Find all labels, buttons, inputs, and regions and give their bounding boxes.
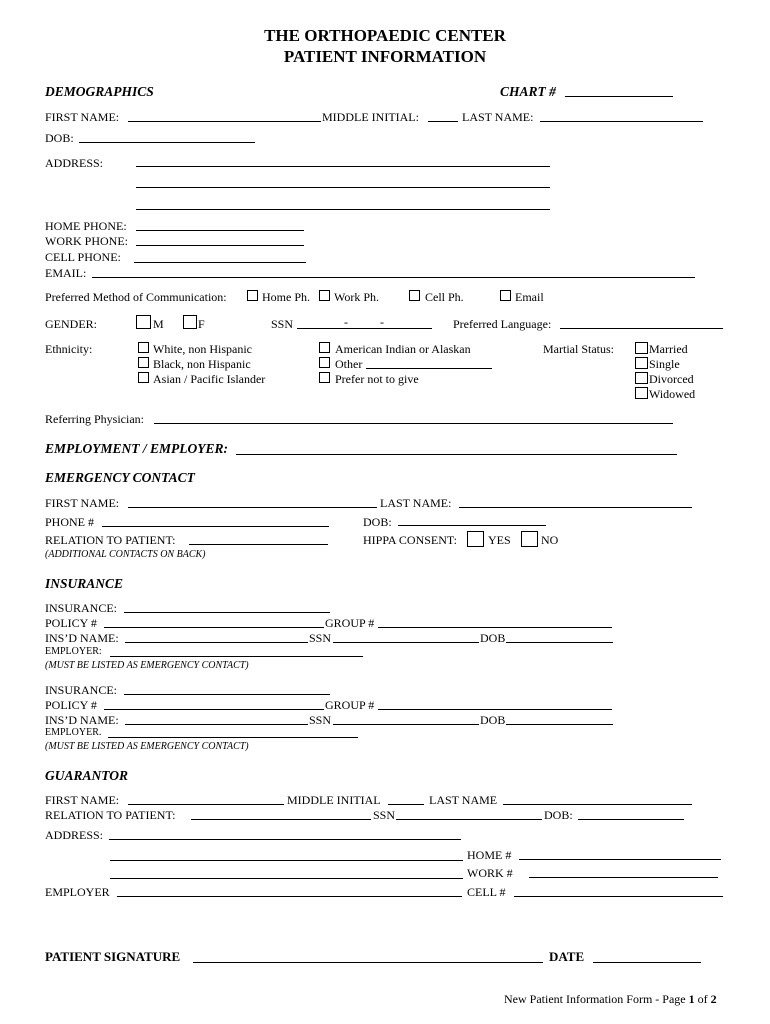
eth-other-field[interactable]: [366, 368, 492, 369]
work-phone-field[interactable]: [136, 245, 304, 246]
eth-white-checkbox[interactable]: [138, 342, 149, 353]
email-field[interactable]: [92, 277, 695, 278]
g-address-field-3[interactable]: [110, 878, 463, 879]
insurance-heading: INSURANCE: [45, 576, 124, 591]
middle-initial-field[interactable]: [428, 121, 458, 122]
dob-label: DOB:: [45, 131, 74, 145]
work-ph-label: Work Ph.: [334, 290, 380, 304]
employment-heading: EMPLOYMENT / EMPLOYER:: [45, 441, 229, 456]
ins2-dob-field[interactable]: [506, 724, 613, 725]
address-field-1[interactable]: [136, 166, 550, 167]
g-relation-label: RELATION TO PATIENT:: [45, 808, 176, 822]
ins2-insurance-field[interactable]: [124, 694, 330, 695]
g-middle-initial-field[interactable]: [388, 804, 424, 805]
eth-white-label: White, non Hispanic: [153, 342, 252, 356]
email-checkbox[interactable]: [500, 290, 511, 301]
cell-ph-checkbox[interactable]: [409, 290, 420, 301]
g-cell-field[interactable]: [514, 896, 723, 897]
ins1-insurance-field[interactable]: [124, 612, 330, 613]
ec-relation-label: RELATION TO PATIENT:: [45, 533, 176, 547]
g-work-field[interactable]: [529, 877, 718, 878]
single-label: Single: [649, 357, 680, 371]
dob-field[interactable]: [79, 142, 255, 143]
email-label: EMAIL:: [45, 266, 87, 280]
g-last-name-label: LAST NAME: [429, 793, 498, 807]
last-name-label: LAST NAME:: [462, 110, 534, 124]
form-title: THE ORTHOPAEDIC CENTER: [264, 26, 506, 45]
single-checkbox[interactable]: [635, 357, 648, 369]
ec-last-name-field[interactable]: [459, 507, 692, 508]
ins2-group-label: GROUP #: [325, 698, 375, 712]
ins1-dob-label: DOB: [480, 631, 506, 645]
g-dob-label: DOB:: [544, 808, 573, 822]
referring-label: Referring Physician:: [45, 412, 144, 426]
demographics-heading: DEMOGRAPHICS: [45, 84, 154, 99]
home-ph-label: Home Ph.: [262, 290, 310, 304]
eth-amind-checkbox[interactable]: [319, 342, 330, 353]
ins1-employer-field[interactable]: [110, 656, 363, 657]
ssn-dash-1: -: [344, 315, 348, 329]
ins2-insd-name-field[interactable]: [125, 724, 308, 725]
g-cell-label: CELL #: [467, 885, 506, 899]
gender-f-label: F: [198, 317, 205, 331]
g-ssn-field[interactable]: [396, 819, 542, 820]
email-option-label: Email: [515, 290, 544, 304]
employment-field[interactable]: [236, 454, 677, 455]
ins1-employer-label: EMPLOYER:: [45, 646, 102, 657]
g-home-label: HOME #: [467, 848, 512, 862]
marital-label: Martial Status:: [543, 342, 614, 356]
hippa-no-checkbox[interactable]: [521, 531, 538, 547]
ins2-dob-label: DOB: [480, 713, 506, 727]
ssn-label: SSN: [271, 317, 294, 331]
ec-last-name-label: LAST NAME:: [380, 496, 452, 510]
ins2-ssn-label: SSN: [309, 713, 332, 727]
last-name-field[interactable]: [540, 121, 703, 122]
ins2-policy-field[interactable]: [104, 709, 324, 710]
ins2-ssn-field[interactable]: [333, 724, 479, 725]
referring-field[interactable]: [154, 423, 673, 424]
ins2-insurance-label: INSURANCE:: [45, 683, 118, 697]
g-dob-field[interactable]: [578, 819, 684, 820]
married-label: Married: [649, 342, 688, 356]
pref-lang-label: Preferred Language:: [453, 317, 552, 331]
emergency-heading: EMERGENCY CONTACT: [45, 470, 195, 485]
g-last-name-field[interactable]: [503, 804, 692, 805]
ins2-group-field[interactable]: [378, 709, 612, 710]
hippa-yes-checkbox[interactable]: [467, 531, 484, 547]
patient-signature-field[interactable]: [193, 962, 543, 963]
first-name-label: FIRST NAME:: [45, 110, 120, 124]
eth-other-checkbox[interactable]: [319, 357, 330, 368]
ins1-ssn-field[interactable]: [333, 642, 479, 643]
footer-total-pages: 2: [710, 992, 717, 1006]
g-work-label: WORK #: [467, 866, 513, 880]
g-middle-initial-label: MIDDLE INITIAL: [287, 793, 381, 807]
ec-phone-label: PHONE #: [45, 515, 95, 529]
g-first-name-label: FIRST NAME:: [45, 793, 120, 807]
gender-m-checkbox[interactable]: [136, 315, 151, 329]
eth-prefer-label: Prefer not to give: [335, 372, 419, 386]
ins1-ssn-label: SSN: [309, 631, 332, 645]
eth-other-label: Other: [335, 357, 363, 371]
eth-black-checkbox[interactable]: [138, 357, 149, 368]
g-home-field[interactable]: [519, 859, 721, 860]
ec-first-name-field[interactable]: [128, 507, 377, 508]
home-ph-checkbox[interactable]: [247, 290, 258, 301]
eth-amind-label: American Indian or Alaskan: [335, 342, 471, 356]
gender-m-label: M: [153, 317, 164, 331]
ec-first-name-label: FIRST NAME:: [45, 496, 120, 510]
home-phone-field[interactable]: [136, 230, 304, 231]
ins1-policy-label: POLICY #: [45, 616, 97, 630]
ins1-dob-field[interactable]: [506, 642, 613, 643]
ins2-note: (MUST BE LISTED AS EMERGENCY CONTACT): [45, 741, 249, 752]
guarantor-heading: GUARANTOR: [45, 768, 129, 783]
pref-lang-field[interactable]: [560, 328, 723, 329]
divorced-checkbox[interactable]: [635, 372, 648, 384]
g-employer-field[interactable]: [117, 896, 462, 897]
ins1-note: (MUST BE LISTED AS EMERGENCY CONTACT): [45, 660, 249, 671]
hippa-no-label: NO: [541, 533, 559, 547]
ins1-group-field[interactable]: [378, 627, 612, 628]
middle-initial-label: MIDDLE INITIAL:: [322, 110, 419, 124]
married-checkbox[interactable]: [635, 342, 648, 354]
eth-prefer-checkbox[interactable]: [319, 372, 330, 383]
g-address-field-2[interactable]: [110, 860, 463, 861]
ec-relation-field[interactable]: [189, 544, 328, 545]
form-subtitle: PATIENT INFORMATION: [283, 47, 487, 66]
g-address-field-1[interactable]: [109, 839, 461, 840]
g-first-name-field[interactable]: [128, 804, 284, 805]
gender-f-checkbox[interactable]: [183, 315, 197, 329]
cell-phone-label: CELL PHONE:: [45, 250, 121, 264]
signature-date-field[interactable]: [593, 962, 701, 963]
footer-page-info: [504, 992, 717, 1006]
ssn-field[interactable]: [297, 328, 432, 329]
footer-page-number: 1: [688, 992, 695, 1006]
divorced-label: Divorced: [649, 372, 694, 386]
hippa-label: HIPPA CONSENT:: [363, 533, 457, 547]
ec-dob-field[interactable]: [398, 525, 546, 526]
ins1-insd-name-field[interactable]: [125, 642, 308, 643]
home-phone-label: HOME PHONE:: [45, 219, 127, 233]
footer-text: New Patient Information Form - Page: [504, 992, 686, 1006]
eth-asian-checkbox[interactable]: [138, 372, 149, 383]
widowed-label: Widowed: [649, 387, 696, 401]
ins2-policy-label: POLICY #: [45, 698, 97, 712]
ins1-insurance-label: INSURANCE:: [45, 601, 118, 615]
first-name-field[interactable]: [128, 121, 321, 122]
eth-black-label: Black, non Hispanic: [153, 357, 251, 371]
ethnicity-label: Ethnicity:: [45, 342, 93, 356]
address-label: ADDRESS:: [45, 156, 104, 170]
cell-ph-label: Cell Ph.: [425, 290, 464, 304]
address-field-2[interactable]: [136, 187, 550, 188]
ec-dob-label: DOB:: [363, 515, 392, 529]
eth-asian-label: Asian / Pacific Islander: [153, 372, 266, 386]
address-field-3[interactable]: [136, 209, 550, 210]
g-ssn-label: SSN: [373, 808, 396, 822]
chart-number-field[interactable]: [565, 96, 673, 97]
hippa-yes-label: YES: [488, 533, 511, 547]
ins1-policy-field[interactable]: [104, 627, 324, 628]
work-ph-checkbox[interactable]: [319, 290, 330, 301]
ins2-employer-field[interactable]: [108, 737, 358, 738]
g-employer-label: EMPLOYER: [45, 885, 110, 899]
work-phone-label: WORK PHONE:: [45, 234, 128, 248]
ins2-insd-name-label: INS’D NAME:: [45, 713, 119, 727]
g-address-label: ADDRESS:: [45, 828, 104, 842]
ec-note: (ADDITIONAL CONTACTS ON BACK): [45, 549, 206, 560]
ins2-employer-label: EMPLOYER.: [45, 727, 102, 738]
footer-of: of: [697, 992, 708, 1006]
gender-label: GENDER:: [45, 317, 97, 331]
ins1-group-label: GROUP #: [325, 616, 375, 630]
date-label: DATE: [549, 949, 585, 964]
patient-signature-label: PATIENT SIGNATURE: [45, 949, 181, 964]
ec-phone-field[interactable]: [102, 526, 329, 527]
pref-comm-label: Preferred Method of Communication:: [45, 290, 227, 304]
widowed-checkbox[interactable]: [635, 387, 648, 399]
chart-label: CHART #: [500, 84, 556, 99]
cell-phone-field[interactable]: [134, 262, 306, 263]
ins1-insd-name-label: INS’D NAME:: [45, 631, 119, 645]
g-relation-field[interactable]: [191, 819, 371, 820]
ssn-dash-2: -: [380, 315, 384, 329]
